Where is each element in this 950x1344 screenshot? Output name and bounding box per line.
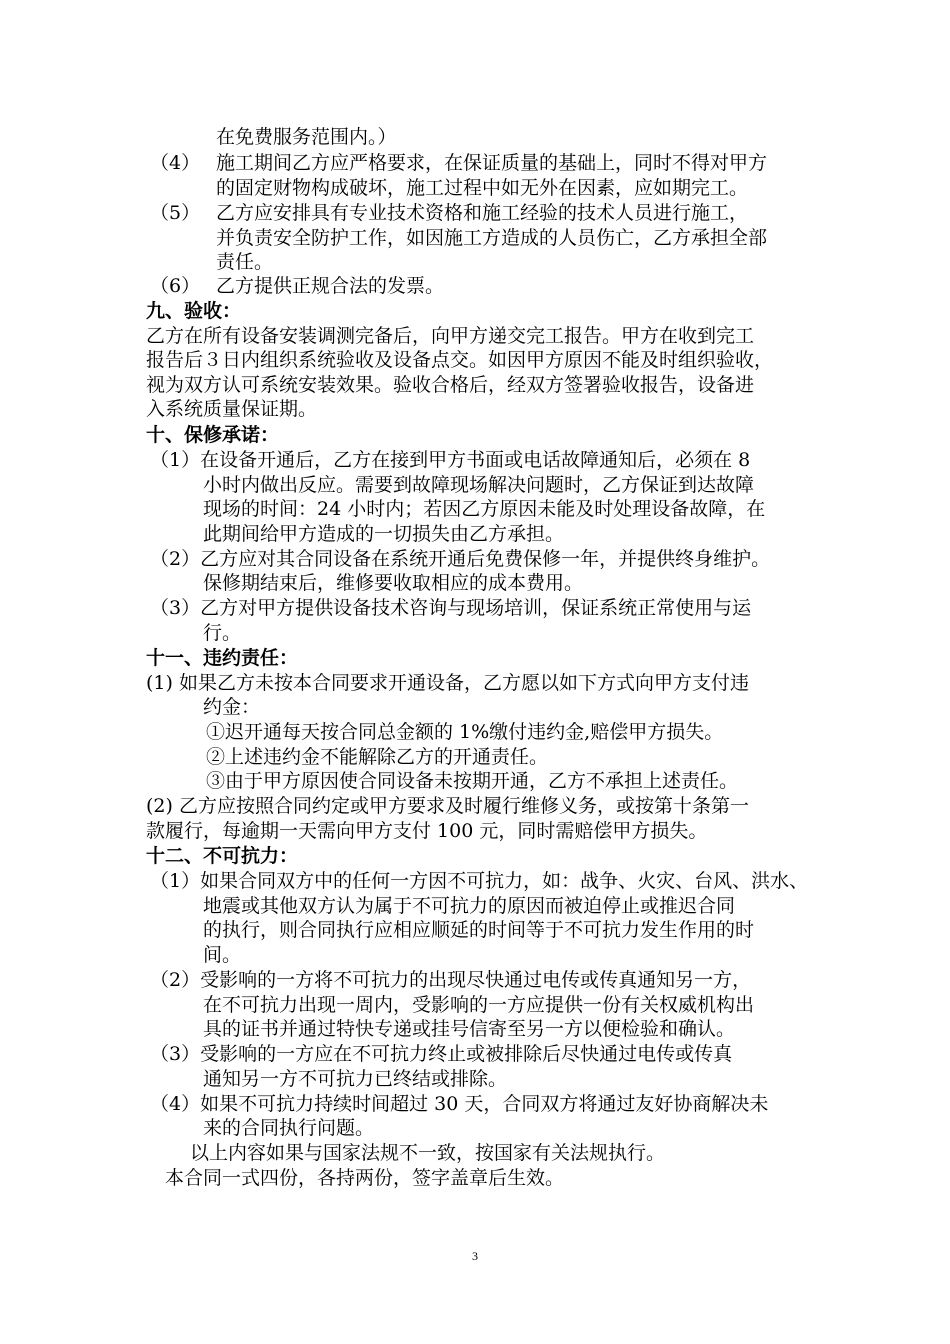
text-line: 现场的时间：24 小时内；若因乙方原因未能及时处理设备故障，在 xyxy=(203,498,766,520)
text-line: （3）乙方对甲方提供设备技术咨询与现场培训，保证系统正常使用与运 xyxy=(150,597,752,619)
section-heading: 十二、不可抗力： xyxy=(146,845,299,867)
text-line: 并负责安全防护工作，如因施工方造成的人员伤亡，乙方承担全部 xyxy=(216,227,768,249)
section-heading: 十一、违约责任： xyxy=(146,647,299,669)
text-line: 施工期间乙方应严格要求，在保证质量的基础上，同时不得对甲方 xyxy=(216,152,768,174)
text-line: （2）受影响的一方将不可抗力的出现尽快通过电传或传真通知另一方， xyxy=(150,969,752,991)
item-number: （4） xyxy=(150,152,201,174)
text-line: 报告后３日内组织系统验收及设备点交。如因甲方原因不能及时组织验收， xyxy=(146,349,774,371)
text-line: 此期间给甲方造成的一切损失由乙方承担。 xyxy=(203,523,565,545)
section-heading: 九、验收： xyxy=(146,300,242,322)
text-line: ③由于甲方原因使合同设备未按期开通，乙方不承担上述责任。 xyxy=(206,770,739,792)
text-line: 的固定财物构成破坏，施工过程中如无外在因素，应如期完工。 xyxy=(216,177,749,199)
item-number: （5） xyxy=(150,202,201,224)
text-line: （4）如果不可抗力持续时间超过 30 天，合同双方将通过友好协商解决未 xyxy=(150,1093,769,1115)
text-line: 保修期结束后，维修要收取相应的成本费用。 xyxy=(203,572,584,594)
text-line: 乙方在所有设备安装调测完备后，向甲方递交完工报告。甲方在收到完工 xyxy=(146,325,755,347)
text-line: 地震或其他双方认为属于不可抗力的原因而被迫停止或推迟合同 xyxy=(203,895,736,917)
text-line: 责任。 xyxy=(216,251,274,273)
page-number: 3 xyxy=(472,1249,478,1263)
text-line: 乙方提供正规合法的发票。 xyxy=(216,275,445,297)
text-line: 乙方应安排具有专业技术资格和施工经验的技术人员进行施工， xyxy=(216,202,749,224)
text-line: 在不可抗力出现一周内，受影响的一方应提供一份有关权威机构出 xyxy=(203,994,755,1016)
text-line: （1）在设备开通后，乙方在接到甲方书面或电话故障通知后，必须在 8 xyxy=(150,449,751,471)
text-line: ①迟开通每天按合同总金额的 1%缴付违约金,赔偿甲方损失。 xyxy=(206,721,724,743)
text-line: （2）乙方应对其合同设备在系统开通后免费保修一年，并提供终身维护。 xyxy=(150,548,771,570)
text-line: （1）如果合同双方中的任何一方因不可抗力，如：战争、火灾、台风、洪水、 xyxy=(150,870,809,892)
text-line: 约金： xyxy=(203,696,261,718)
item-number: （6） xyxy=(150,275,201,297)
text-line: 通知另一方不可抗力已终结或排除。 xyxy=(203,1068,508,1090)
text-line: 间。 xyxy=(203,944,242,966)
text-line: 入系统质量保证期。 xyxy=(146,398,318,420)
text-line: 来的合同执行问题。 xyxy=(203,1117,375,1139)
closing-line: 以上内容如果与国家法规不一致，按国家有关法规执行。 xyxy=(190,1142,666,1164)
text-line: 具的证书并通过特快专递或挂号信寄至另一方以便检验和确认。 xyxy=(203,1018,736,1040)
text-line: 行。 xyxy=(203,622,242,644)
text-line: (2) 乙方应按照合同约定或甲方要求及时履行维修义务，或按第十条第一 xyxy=(146,795,749,817)
section-heading: 十、保修承诺： xyxy=(146,424,280,446)
text-line: （3）受影响的一方应在不可抗力终止或被排除后尽快通过电传或传真 xyxy=(150,1043,733,1065)
text-line: 款履行，每逾期一天需向甲方支付 100 元，同时需赔偿甲方损失。 xyxy=(146,820,708,842)
text-line: 在免费服务范围内。） xyxy=(216,126,397,148)
closing-line: 本合同一式四份，各持两份，签字盖章后生效。 xyxy=(165,1167,565,1189)
text-line: 的执行，则合同执行应相应顺延的时间等于不可抗力发生作用的时 xyxy=(203,919,755,941)
text-line: ②上述违约金不能解除乙方的开通责任。 xyxy=(206,746,549,768)
text-line: (1) 如果乙方未按本合同要求开通设备，乙方愿以如下方式向甲方支付违 xyxy=(146,672,749,694)
text-line: 视为双方认可系统安装效果。验收合格后，经双方签署验收报告，设备进 xyxy=(146,374,755,396)
text-line: 小时内做出反应。需要到故障现场解决问题时，乙方保证到达故障 xyxy=(203,474,755,496)
